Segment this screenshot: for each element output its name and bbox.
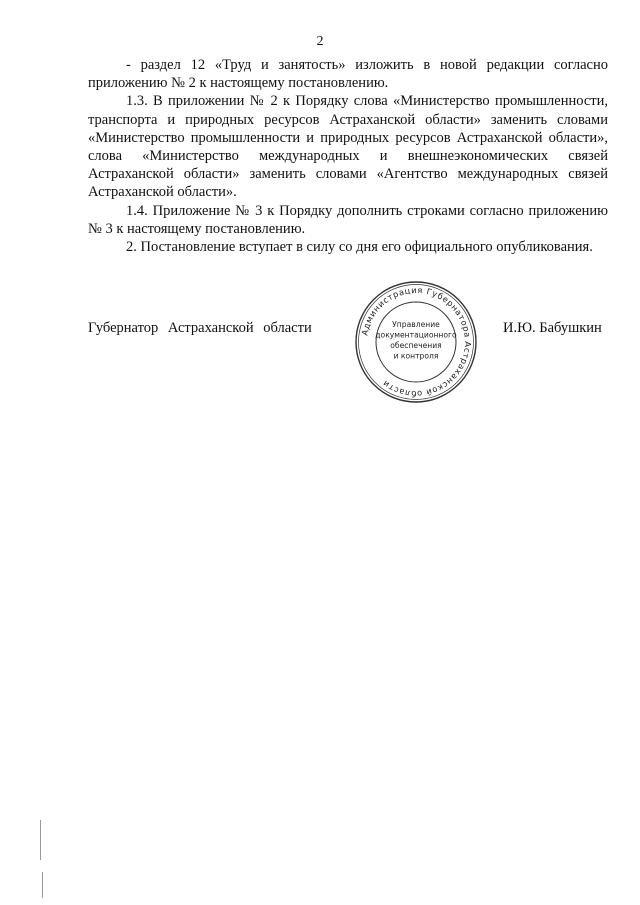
page-number: 2 (316, 34, 324, 49)
seal-center-line: и контроля (393, 351, 439, 361)
scan-artifact (42, 872, 43, 898)
document-body (88, 56, 608, 256)
paragraph: 1.3. В приложении № 2 к Порядку слова «Министерство промышленности, транспорта и природных ресурсов Астраханской области» заменить словами «Министерство промышленности и природных ресурсов Астраханской области», слова «Министерство международных и внешнеэкономических связей Астраханской области» заменить словами «Агентство международных связей Астраханской области». (88, 93, 608, 201)
paragraph: - раздел 12 «Труд и занятость» изложить в новой редакции согласно приложению № 2 к настоящему постановлению. (88, 57, 608, 92)
paragraph: 2. Постановление вступает в силу со дня его официального опубликования. (126, 239, 593, 256)
scan-artifact (40, 820, 41, 860)
seal-center-line: документационного (375, 330, 457, 340)
official-seal-stamp (354, 280, 478, 404)
seal-center-line: Управление (392, 320, 440, 329)
signatory-name: И.Ю. Бабушкин (503, 320, 602, 336)
seal-center-line: обеспечения (390, 341, 442, 350)
seal-ring-text: Администрация Губернатора Астраханской области (359, 284, 474, 400)
paragraph: 1.4. Приложение № 3 к Порядку дополнить строками согласно приложению № 3 к настоящему постановлению. (88, 202, 608, 237)
signatory-title: Губернатор Астраханской области (88, 320, 312, 336)
